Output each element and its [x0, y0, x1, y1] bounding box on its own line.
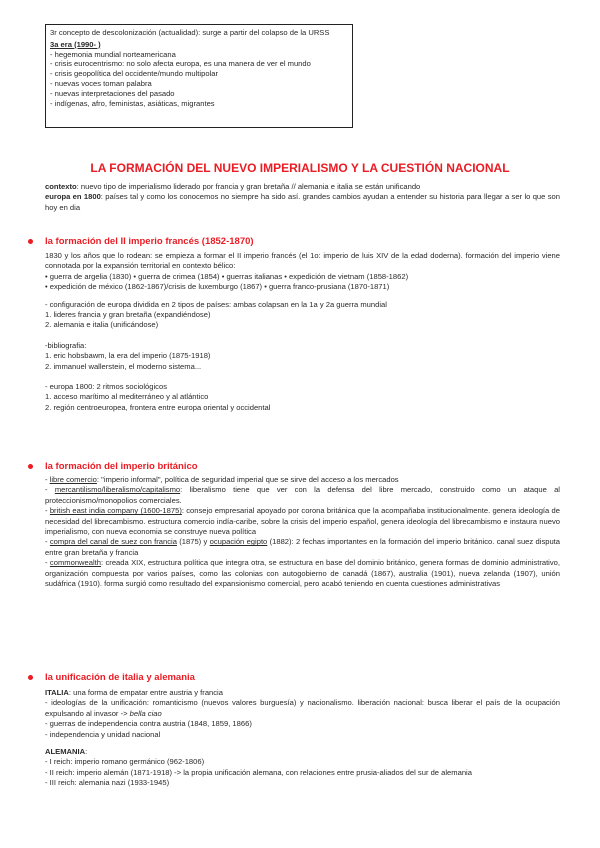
song-title: bella ciao [127, 708, 162, 718]
box-item: - crisis geopolítica del occidente/mundo multipolar [50, 69, 218, 79]
europe-1800-text: : países tal y como los conocemos no siempre ha sido así. grandes cambios ayudan a entender su historia para llegar a ser lo que son hoy en dia [45, 192, 560, 212]
term-text: : consejo empresarial apoyado por corona británica que la acompañaba institucionalmente. genera ideología de necesidad del librecambismo. estructura comercio indía-caribe, sobre la crisis del imperio español, genera ideología del librecambismo e instaura nuevo imperialismo, con nueva economia se construye nueva política [45, 506, 560, 537]
box-line-concept: 3r concepto de descolonización (actualidad): surge a partir del colapso de la URSS [50, 28, 330, 37]
europe-1800-label: europa en 1800 [45, 192, 101, 202]
box-era-heading: 3a era (1990- ) [50, 39, 101, 49]
term: compra del canal de suez con francia [49, 537, 177, 547]
term-text: : liberalismo tiene que ver con la defensa del libre mercado, construido como un ataque al proteccionismo/monopolios comerciales. [45, 485, 560, 505]
box-item: - nuevas interpretaciones del pasado [50, 88, 175, 98]
section-heading-text: la unificación de italia y alemania [45, 672, 195, 683]
red-bullet-icon [28, 675, 33, 680]
paragraph: - libre comercio: "imperio informal", política de seguridad imperial que se sirve del acceso a los mercados [45, 475, 399, 484]
section-british-empire [45, 461, 560, 589]
paragraph [45, 747, 560, 757]
paragraph: - compra del canal de suez con francia (1875) y ocupación egipto (1882): 2 fechas importantes en la formación del imperio británico. canal suez disputa entre gran bretaña y francia [45, 537, 561, 557]
term-text: : "imperio informal", política de seguridad imperial que se sirve del acceso a los mercados [96, 475, 399, 484]
decolonization-box [45, 24, 353, 128]
section-heading [45, 236, 560, 248]
section-french-empire [45, 236, 560, 413]
list-item: 2. región centroeuropea, frontera entre europa oriental y occidental [45, 402, 271, 412]
paragraph-text: : [85, 747, 88, 757]
paragraph: - europa 1800: 2 ritmos sociológicos [45, 382, 167, 392]
section-heading [45, 461, 560, 473]
page-title: LA FORMACIÓN DEL NUEVO IMPERIALISMO Y LA CUESTIÓN NACIONAL [90, 161, 510, 175]
context-paragraph [45, 182, 560, 213]
paragraph: - mercantilismo/liberalismo/capitalismo: liberalismo tiene que ver con la defensa del libre mercado, construido como un ataque al proteccionismo/monopolios comerciales. [45, 485, 560, 505]
red-bullet-icon [28, 464, 33, 469]
red-bullet-icon [28, 239, 33, 244]
term-text: : creada XIX, estructura política que integra otra, se estructura en base del dominio británico, genera formas de dominio administrativo, organización compuesta por varios países, como las colonias con autogobierno de canadá (1867), australia (1901), nueva zelanda (1907), unión sudáfrica (1910). forma surgió como resultado del expansionismo comercial, pero acabó teniendo en cuenta cuestiones administrativas [45, 558, 560, 589]
section-heading-text: la formación del imperio británico [45, 461, 198, 472]
section-heading [45, 672, 560, 684]
list-item: 1. lideres francia y gran bretaña (expandiéndose) [45, 310, 211, 320]
paragraph: - commonwealth: creada XIX, estructura política que integra otra, se estructura en base del dominio británico, genera formas de dominio administrativo, organización compuesta por varios países, como las colonias con autogobierno de canadá (1867), australia (1901), nueva zelanda (1907), unión sudáfrica (1910). forma surgió como resultado del expansionismo comercial, pero acabó teniendo en cuenta cuestiones administrativas [45, 558, 560, 589]
term: ocupación egipto [209, 537, 268, 547]
list-item: - I reich: imperio romano germánico (962-1806) [45, 757, 205, 767]
section-italy-germany [45, 672, 560, 789]
paragraph: -bibliografia: [45, 340, 87, 350]
paragraph-text: : una forma de empatar entre austria y francia [68, 688, 223, 697]
country-label: ALEMANIA [45, 747, 86, 757]
list-item: 2. alemania e italia (unificándose) [45, 320, 159, 330]
list-item: 2. immanuel wallerstein, el moderno sistema... [45, 361, 202, 371]
box-item: - crisis eurocentrismo: no solo afecta europa, es una manera de ver el mundo [50, 59, 311, 69]
box-item: - nuevas voces toman palabra [50, 78, 152, 88]
term: commonwealth [49, 558, 101, 568]
term-text: (1875) y [176, 537, 210, 547]
section-heading-text: la formación del II imperio francés (1852-1870) [45, 236, 254, 247]
term-text: (1882): 2 fechas importantes en la formación del imperio británico. canal suez disputa entre gran bretaña y francia [45, 537, 561, 557]
paragraph: - configuración de europa dividida en 2 tipos de países: ambas colapsan en la 1a y 2a guerra mundial [45, 299, 387, 309]
term: mercantilismo/liberalismo/capitalismo [54, 485, 181, 495]
list-item: - independencia y unidad nacional [45, 729, 161, 739]
paragraph [45, 698, 560, 719]
list-item: - III reich: alemania nazi (1933-1945) [45, 778, 170, 788]
list-item: - II reich: imperio alemán (1871-1918) -> la propia unificación alemana, con relaciones entre prusia-aliados del sur de alemania [45, 767, 472, 777]
box-item: - indígenas, afro, feministas, asiáticas, migrantes [50, 98, 215, 108]
country-label: ITALIA [45, 688, 69, 697]
list-item: - guerras de independencia contra austria (1848, 1859, 1866) [45, 719, 252, 729]
paragraph [45, 688, 560, 698]
context-text: : nuevo tipo de imperialismo liderado por francia y gran bretaña // alemania e italia se están unificando [76, 182, 421, 191]
term: libre comercio [49, 475, 97, 484]
wars-line: • guerra de argelia (1830) • guerra de crimea (1854) • guerras italianas • expedición de vietnam (1858-1862) [45, 271, 409, 281]
paragraph-text: - ideologías de la unificación: romanticismo (nuevos valores burguesía) y nacionalismo. liberación nacional: busca liberar el país de la ocupación expulsando al invasor -> [45, 698, 560, 718]
term: british east india company (1600-1875) [49, 506, 182, 516]
paragraph: 1830 y los años que lo rodean: se empieza a formar el II imperio francés (el 1o: imperio de luis XIV de la edad doderna). formación del imperio viene connotada por la expansión territorial en contexto bélico: [45, 251, 560, 271]
wars-line: • expedición de méxico (1862-1867)/crisis de luxemburgo (1867) • guerra franco-prusiana (1870-1871) [45, 282, 390, 292]
list-item: 1. acceso marítimo al mediterráneo y al atlántico [45, 392, 209, 402]
list-item: 1. eric hobsbawm, la era del imperio (1875-1918) [45, 351, 211, 361]
box-item: - hegemonia mundial norteamericana [50, 49, 176, 59]
paragraph: - british east india company (1600-1875): consejo empresarial apoyado por corona británica que la acompañaba institucionalmente. genera ideología de necesidad del librecambismo. estructura comercio indía-caribe, sobre la crisis del imperio español, genera ideología del librecambismo e instaura nuevo imperialismo, con nueva economia se construye nueva política [45, 506, 560, 537]
context-label: contexto [45, 182, 77, 191]
